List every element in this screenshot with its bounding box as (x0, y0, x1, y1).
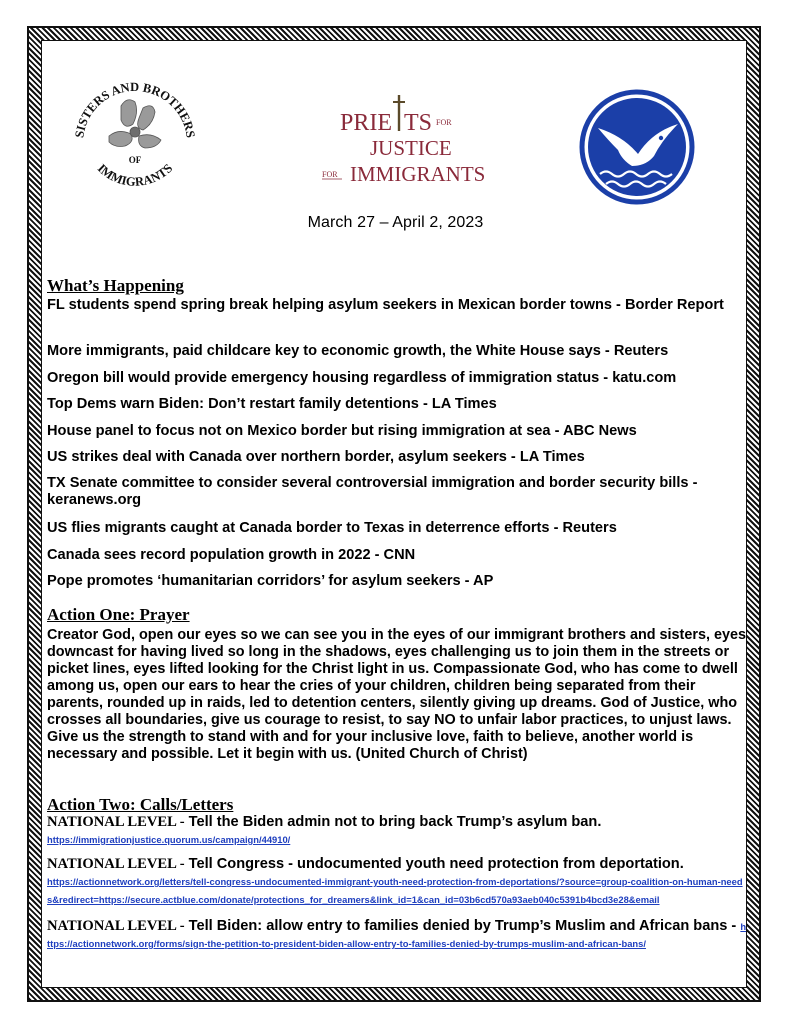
svg-text:FOR: FOR (322, 170, 338, 179)
prayer-text: Creator God, open our eyes so we can see you in the eyes of our immigrant brothers and sisters, eyes downcast for having lived so long in the shadows, eyes challenging us to join them in the streets or picket lines, eyes lifted looking for the Christ light in us. Compassionate God, who has come to dwell among us, open our ears to hear the cries of your children, children being separated from their parents, rounded up in raids, led to detention centers, silently giving up dreams. God of Justice, who crosses all boundaries, give us courage to resist, to say NO to unfair labor practices, to unjust laws. Give us the strength to stand with and for your inclusive love, faith to believe, another world is necessary and possible. Let it begin with us. (United Church of Christ) (47, 627, 746, 762)
dove-emblem-logo (578, 88, 696, 206)
news-item[interactable]: Pope promotes ‘humanitarian corridors’ for asylum seekers - AP (47, 573, 494, 589)
sisters-brothers-logo (55, 48, 215, 198)
call-text: Tell Congress - undocumented youth need protection from deportation. (184, 856, 684, 872)
news-item[interactable]: FL students spend spring break helping asylum seekers in Mexican border towns - Border Report (47, 297, 724, 313)
news-item[interactable]: Top Dems warn Biden: Don’t restart family detentions - LA Times (47, 396, 497, 412)
news-item[interactable]: More immigrants, paid childcare key to economic growth, the White House says - Reuters (47, 343, 669, 359)
svg-text:IMMIGRANTS: IMMIGRANTS (94, 161, 176, 189)
svg-text:IMMIGRANTS: IMMIGRANTS (350, 162, 486, 186)
news-item[interactable]: Oregon bill would provide emergency housing regardless of immigration status - katu.com (47, 370, 677, 386)
news-item[interactable]: US flies migrants caught at Canada border to Texas in deterrence efforts - Reuters (47, 520, 617, 536)
call-link[interactable]: https://actionnetwork.org/letters/tell-congress-undocumented-immigrant-youth-need-protection-from-deportations/?source=group-coalition-on-human-needs&redirect=https://secure.actblue.com/donate/protections_for_dreamers&link_id=1&can_id=03b6cd570a93aeb040c5391b4bcd3e28&email (47, 876, 743, 905)
news-item[interactable]: House panel to focus not on Mexico border but rising immigration at sea - ABC News (47, 423, 637, 439)
date-range: March 27 – April 2, 2023 (307, 214, 484, 231)
call-link[interactable]: https://actionnetwork.org/forms/sign-the-petition-to-president-biden-allow-entry-to-families-denied-by-trumps-muslim-and-african-bans/ (47, 921, 747, 949)
svg-text:TS: TS (404, 110, 433, 136)
call-item (47, 814, 747, 831)
priests-for-justice-logo (290, 85, 510, 195)
svg-text:OF: OF (128, 155, 142, 165)
call-level: NATIONAL LEVEL - (47, 918, 185, 934)
call-link[interactable]: https://immigrationjustice.quorum.us/campaign/44910/ (47, 834, 291, 845)
call-level: NATIONAL LEVEL - (47, 856, 185, 872)
call-link-block (47, 830, 747, 848)
call-item (47, 918, 747, 952)
action-one-heading: Action One: Prayer (47, 605, 190, 624)
action-two-heading: Action Two: Calls/Letters (47, 795, 234, 814)
svg-text:PRIE: PRIE (340, 110, 393, 136)
call-text: Tell the Biden admin not to bring back Trump’s asylum ban. (184, 814, 602, 830)
call-level: NATIONAL LEVEL - (47, 814, 185, 830)
svg-text:JUSTICE: JUSTICE (370, 136, 452, 160)
call-text: Tell Biden: allow entry to families denied by Trump’s Muslim and African bans - (184, 918, 741, 934)
svg-text:FOR: FOR (436, 118, 452, 127)
news-item[interactable]: US strikes deal with Canada over northern border, asylum seekers - LA Times (47, 449, 585, 465)
svg-text:SISTERS AND BROTHERS: SISTERS AND BROTHERS (72, 79, 198, 139)
whats-happening-heading: What’s Happening (47, 276, 184, 295)
call-item (47, 856, 747, 873)
news-item[interactable]: Canada sees record population growth in 2022 - CNN (47, 547, 416, 563)
news-item[interactable]: TX Senate committee to consider several controversial immigration and border security bills - keranews.org (47, 475, 698, 508)
call-link-block (47, 872, 747, 908)
